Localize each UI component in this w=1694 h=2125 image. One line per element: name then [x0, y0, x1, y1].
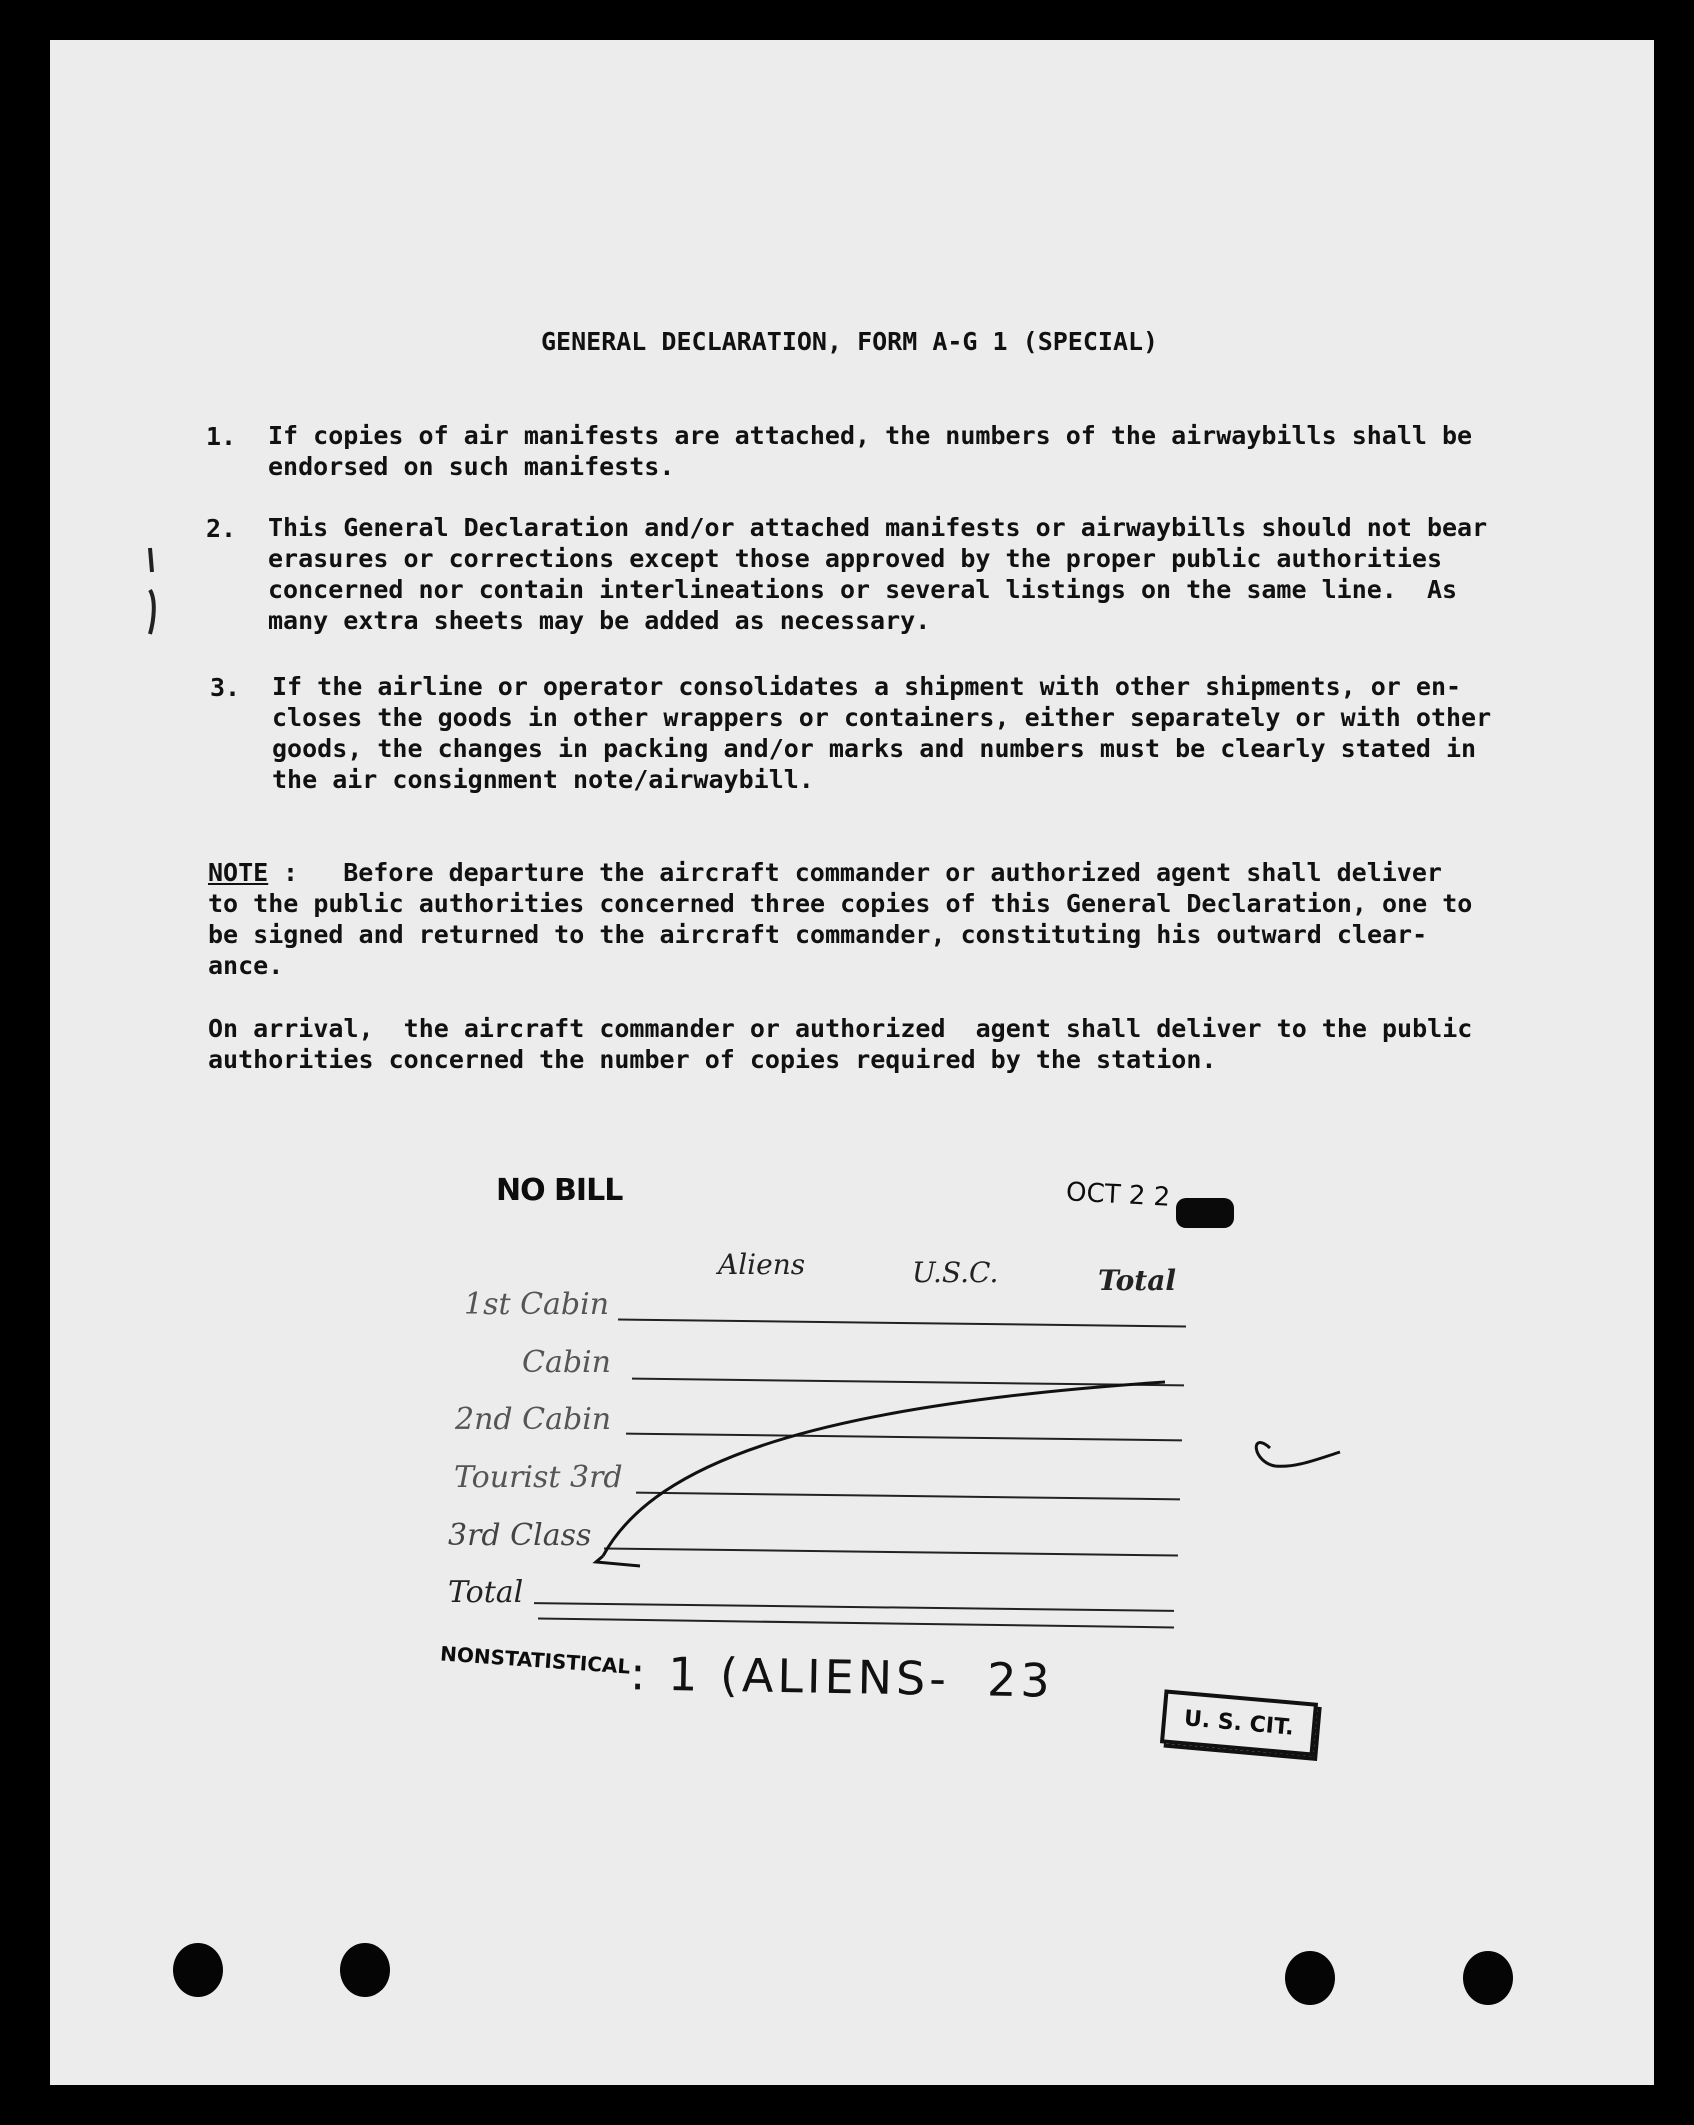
item-2-line-3: concerned nor contain interlineations or several listings on the same line. As — [268, 575, 1458, 604]
us-cit-label: U. S. CIT. — [1183, 1705, 1295, 1741]
header-usc: U.S.C. — [912, 1256, 999, 1289]
item-2-line-1: This General Declaration and/or attached manifests or airwaybills should not bear — [268, 513, 1488, 542]
row-label-2nd-cabin: 2nd Cabin — [455, 1402, 612, 1437]
row-label-cabin: Cabin — [522, 1345, 611, 1380]
date-stamp: OCT 2 2 — [1065, 1177, 1171, 1213]
punch-hole-3 — [1285, 1951, 1335, 2005]
item-3-line-4: the air consignment note/airwaybill. — [272, 765, 814, 794]
note-label: NOTE — [208, 858, 269, 887]
nonstatistical-stamp: NONSTATISTICAL — [439, 1641, 631, 1679]
header-total: Total — [1098, 1264, 1177, 1297]
arrival-line-1: On arrival, the aircraft commander or authorized agent shall deliver to the public — [208, 1014, 1473, 1043]
handwritten-note: : 1 (ALIENS- 23 — [629, 1646, 1055, 1708]
document-title: GENERAL DECLARATION, FORM A-G 1 (SPECIAL) — [541, 327, 1159, 356]
item-2-line-4: many extra sheets may be added as necessary. — [268, 606, 931, 635]
row-label-1st-cabin: 1st Cabin — [464, 1287, 610, 1322]
note-line-2: to the public authorities concerned three copies of this General Declaration, one to — [208, 889, 1473, 918]
item-1-line-1: If copies of air manifests are attached, the numbers of the airwaybills shall be — [268, 421, 1473, 450]
punch-hole-2 — [340, 1943, 390, 1997]
punch-hole-1 — [173, 1943, 223, 1997]
note-line-3: be signed and returned to the aircraft commander, constituting his outward clear- — [208, 920, 1428, 949]
item-3-line-2: closes the goods in other wrappers or containers, either separately or with other — [272, 703, 1492, 732]
note-line-1: : Before departure the aircraft commander or authorized agent shall deliver — [283, 858, 1442, 887]
note-line-4: ance. — [208, 951, 284, 980]
row-label-tourist-3rd: Tourist 3rd — [454, 1460, 623, 1495]
item-3-line-3: goods, the changes in packing and/or marks and numbers must be clearly stated in — [272, 734, 1477, 763]
item-number-2: 2. — [206, 514, 237, 543]
item-3-line-1: If the airline or operator consolidates a shipment with other shipments, or en- — [272, 672, 1462, 701]
header-aliens: Aliens — [718, 1248, 806, 1281]
item-number-3: 3. — [210, 673, 241, 702]
row-label-total: Total — [448, 1575, 524, 1610]
item-number-1: 1. — [206, 422, 237, 451]
item-1-line-2: endorsed on such manifests. — [268, 452, 675, 481]
no-bill-stamp: NO BILL — [496, 1173, 623, 1208]
punch-hole-4 — [1463, 1951, 1513, 2005]
item-2-line-2: erasures or corrections except those approved by the proper public authorities — [268, 544, 1442, 573]
arrival-line-2: authorities concerned the number of copies required by the station. — [208, 1045, 1217, 1074]
row-label-3rd-class: 3rd Class — [448, 1518, 592, 1553]
